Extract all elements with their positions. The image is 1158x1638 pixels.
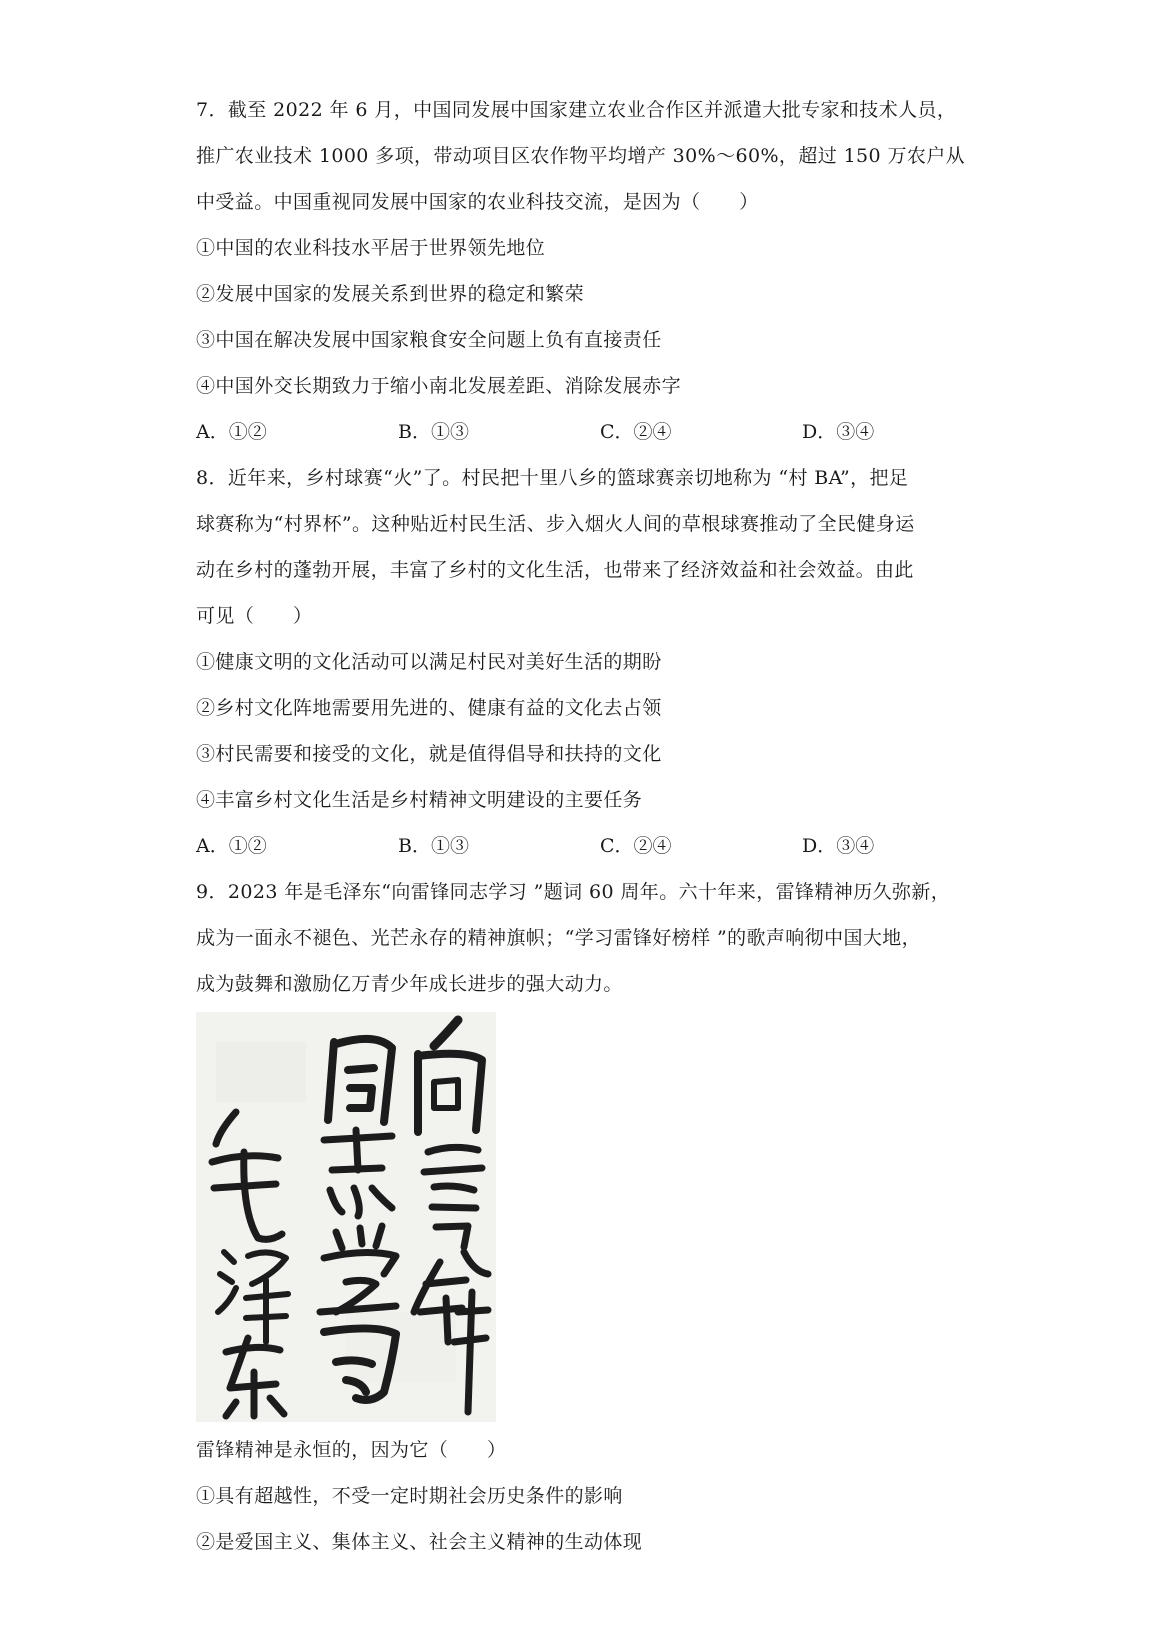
q7-item-4: ④中国外交长期致力于缩小南北发展差距、消除发展赤字 <box>196 375 682 397</box>
q7-item-2: ②发展中国家的发展关系到世界的稳定和繁荣 <box>196 283 585 305</box>
q7-option-a: A．①② <box>196 421 267 443</box>
q8-option-b: B．①③ <box>398 835 469 857</box>
q7-option-d: D．③④ <box>802 421 875 443</box>
q8-option-c: C．②④ <box>600 835 672 857</box>
q9-stem-line-3: 成为鼓舞和激励亿万青少年成长进步的强大动力。 <box>196 973 623 995</box>
q8-stem-line-4: 可见（ ） <box>196 605 313 627</box>
q7-option-c: C．②④ <box>600 421 672 443</box>
q9-stem-line-1: 9．2023 年是毛泽东“向雷锋同志学习 ”题词 60 周年。六十年来，雷锋精神历久弥新， <box>196 881 951 903</box>
q8-item-2: ②乡村文化阵地需要用先进的、健康有益的文化去占领 <box>196 697 662 719</box>
q8-stem-line-2: 球赛称为“村界杯”。这种贴近村民生活、步入烟火人间的草根球赛推动了全民健身运 <box>196 513 915 535</box>
q8-item-1: ①健康文明的文化活动可以满足村民对美好生活的期盼 <box>196 651 662 673</box>
q8-option-a: A．①② <box>196 835 267 857</box>
calligraphy-image <box>196 1012 496 1422</box>
q7-item-3: ③中国在解决发展中国家粮食安全问题上负有直接责任 <box>196 329 662 351</box>
q9-question: 雷锋精神是永恒的，因为它（ ） <box>196 1439 507 1461</box>
q7-stem-line-3: 中受益。中国重视同发展中国家的农业科技交流，是因为（ ） <box>196 191 759 213</box>
q9-item-2: ②是爱国主义、集体主义、社会主义精神的生动体现 <box>196 1531 643 1553</box>
q7-stem-line-1: 7．截至 2022 年 6 月，中国同发展中国家建立农业合作区并派遣大批专家和技术人员， <box>196 99 957 121</box>
q9-item-1: ①具有超越性，不受一定时期社会历史条件的影响 <box>196 1485 623 1507</box>
q7-option-b: B．①③ <box>398 421 469 443</box>
q8-item-4: ④丰富乡村文化生活是乡村精神文明建设的主要任务 <box>196 789 643 811</box>
calligraphy-brushwork <box>196 1012 496 1422</box>
q8-item-3: ③村民需要和接受的文化，就是值得倡导和扶持的文化 <box>196 743 662 765</box>
q8-stem-line-1: 8．近年来，乡村球赛“火”了。村民把十里八乡的篮球赛亲切地称为 “村 BA”，把足 <box>196 467 909 489</box>
q7-item-1: ①中国的农业科技水平居于世界领先地位 <box>196 237 546 259</box>
q7-stem-line-2: 推广农业技术 1000 多项，带动项目区农作物平均增产 30%～60%，超过 150 万农户从 <box>196 145 966 167</box>
q9-stem-line-2: 成为一面永不褪色、光芒永存的精神旗帜；“学习雷锋好榜样 ”的歌声响彻中国大地， <box>196 927 922 949</box>
q8-option-d: D．③④ <box>802 835 875 857</box>
q8-stem-line-3: 动在乡村的蓬勃开展，丰富了乡村的文化生活，也带来了经济效益和社会效益。由此 <box>196 559 914 581</box>
